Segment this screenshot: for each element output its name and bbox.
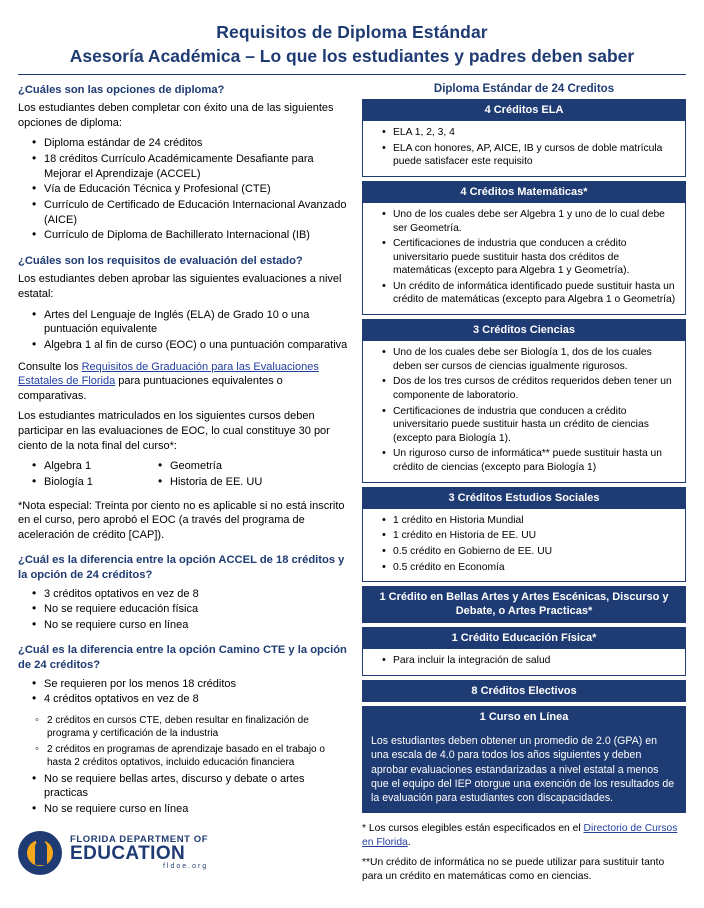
consult-text-post: para puntuaciones equivalentes o comparativas. <box>18 375 283 402</box>
list-item: • ELA con honores, AP, AICE, IB y cursos de doble matrícula puede satisfacer este requisito <box>383 142 679 169</box>
eoc-courses-col2 <box>144 459 330 490</box>
logo-line-2: EDUCATION <box>70 843 186 865</box>
list-item: • 18 créditos Currículo Académicamente Desafiante para Mejorar el Aprendizaje (ACCEL) <box>34 152 348 181</box>
list-item: • No se requiere curso en línea <box>34 802 348 817</box>
section-bar: 8 Créditos Electivos <box>362 680 686 702</box>
assessment-intro: Los estudiantes deben aprobar las siguientes evaluaciones a nivel estatal: <box>18 273 342 300</box>
list-item: • Uno de los cuales debe ser Biología 1, dos de los cuales deben ser cursos de ciencias igualmente rigurosos. <box>383 346 679 373</box>
section-bar: 1 Crédito en Bellas Artes y Artes Escénicas, Discurso y Debate, o Artes Practicas* <box>362 586 686 623</box>
list-item: • Algebra 1 al fin de curso (EOC) o una puntuación comparativa <box>34 338 348 353</box>
question-diploma-options: ¿Cuáles son las opciones de diploma? <box>18 83 225 96</box>
list-item: • 0.5 crédito en Gobierno de EE. UU <box>383 545 679 559</box>
list-item: • Uno de los cuales debe ser Algebra 1 y uno de lo cual debe ser Geometría. <box>383 208 679 235</box>
header-divider <box>18 74 686 75</box>
list-item: • 4 créditos optativos en vez de 8 <box>34 692 348 707</box>
cte-difference-list-after <box>18 772 348 817</box>
list-item: • Certificaciones de industria que conducen a crédito universitario puede sustituir hasta un crédito de ciencias (excepto para Biología 1). <box>383 405 679 446</box>
list-item: ◦ 2 créditos en cursos CTE, deben resultar en finalización de programa y certificación de la industria <box>36 714 348 740</box>
cte-subitems <box>18 714 348 769</box>
question-assessment-requirements: ¿Cuáles son los requisitos de evaluación del estado? <box>18 254 303 267</box>
eoc-courses <box>18 459 348 490</box>
section-bar: 4 Créditos ELA <box>362 99 686 121</box>
requirement-section-ela <box>362 99 686 177</box>
list-item: • Historia de EE. UU <box>160 475 330 490</box>
section-body <box>362 649 686 676</box>
list-item: • Currículo de Diploma de Bachillerato Internacional (IB) <box>34 228 348 243</box>
title-line-1: Requisitos de Diploma Estándar <box>216 22 488 42</box>
list-item: • Dos de los tres cursos de créditos requeridos deben tener un componente de laboratorio. <box>383 375 679 402</box>
list-item: • Para incluir la integración de salud <box>383 654 679 668</box>
list-item: • Algebra 1 <box>34 459 144 474</box>
list-item: • No se requiere educación física <box>34 602 348 617</box>
title-line-2: Asesoría Académica – Lo que los estudiantes y padres deben saber <box>69 45 635 66</box>
list-item: • Artes del Lenguaje de Inglés (ELA) de Grado 10 o una puntuación equivalente <box>34 308 348 337</box>
left-column <box>18 83 348 875</box>
list-item: • ELA 1, 2, 3, 4 <box>383 126 679 140</box>
page-title <box>18 22 686 68</box>
requirement-section-math <box>362 181 686 315</box>
accel-difference-list <box>18 587 348 633</box>
list-item: • No se requiere curso en línea <box>34 618 348 633</box>
question-accel-difference: ¿Cuál es la diferencia entre la opción ACCEL de 18 créditos y la opción de 24 créditos? <box>18 554 345 581</box>
section-body <box>362 341 686 482</box>
list-item: • Un riguroso curso de informática** puede sustituir hasta un crédito de ciencias (excepto para Biología 1) <box>383 447 679 474</box>
eoc-paragraph: Los estudiantes matriculados en los siguientes cursos deben participar en las evaluaciones de EOC, lo cual constituye 30 por ciento de la nota final del curso*: <box>18 410 330 452</box>
right-column <box>362 83 686 890</box>
eoc-courses-col1 <box>18 459 144 490</box>
requirement-section-online-course <box>362 706 686 813</box>
consult-text-pre: Consulte los <box>18 360 82 373</box>
logo-line-3: fldoe.org <box>162 863 209 871</box>
list-item: • Geometría <box>160 459 330 474</box>
diploma-options-intro: Los estudiantes deben completar con éxito una de las siguientes opciones de diploma: <box>18 102 334 129</box>
footnote-1 <box>362 822 686 850</box>
logo-text <box>70 835 208 871</box>
list-item: • Vía de Educación Técnica y Profesional (CTE) <box>34 182 348 197</box>
gpa-note: Los estudiantes deben obtener un promedio de 2.0 (GPA) en una escala de 4.0 para todos los años siguientes y deben aprobar evaluaciones estandarizadas a nivel estatal a menos que el equipo del IEP otorgue una exención de los resultados de la evaluación para estudiantes con discapacidades. <box>362 728 686 813</box>
section-bar: 1 Curso en Línea <box>362 706 686 728</box>
list-item: ◦ 2 créditos en programas de aprendizaje basado en el trabajo o hasta 2 créditos optativos, incluido educación financiera <box>36 743 348 769</box>
list-item: • 3 créditos optativos en vez de 8 <box>34 587 348 602</box>
section-bar: 1 Crédito Educación Física* <box>362 627 686 649</box>
sun-figure-icon <box>18 831 62 875</box>
right-column-heading: Diploma Estándar de 24 Creditos <box>433 82 615 95</box>
logo-line-1: FLORIDA DEPARTMENT OF <box>70 833 209 845</box>
special-note: *Nota especial: Treinta por ciento no es aplicable si no está inscrito en el curso, pero aprobó el EOC (a través del programa de aceleración de crédito [CAP]). <box>18 499 345 541</box>
list-item: • No se requiere bellas artes, discurso y debate o artes practicas <box>34 772 348 801</box>
list-item: • 0.5 crédito en Economía <box>383 561 679 575</box>
requirement-section-science <box>362 319 686 483</box>
section-bar: 3 Créditos Estudios Sociales <box>362 487 686 509</box>
list-item: • 1 crédito en Historia Mundial <box>383 514 679 528</box>
list-item: • 1 crédito en Historia de EE. UU <box>383 529 679 543</box>
footnote-1-pre: * Los cursos elegibles están especificados en el <box>362 823 584 835</box>
footnote-2: **Un crédito de informática no se puede utilizar para sustituir tanto para un crédito en matemáticas como en ciencias. <box>362 856 665 882</box>
section-body <box>362 121 686 177</box>
assessment-list <box>18 308 348 353</box>
section-body <box>362 203 686 315</box>
list-item: • Un crédito de informática identificado puede sustituir hasta un crédito de matemáticas (excepto para Algebra 1 o Geometría) <box>383 280 679 307</box>
question-cte-difference: ¿Cuál es la diferencia entre la opción Camino CTE y la opción de 24 créditos? <box>18 644 347 671</box>
requirement-section-pe <box>362 627 686 676</box>
content-columns <box>18 83 686 890</box>
footnote-1-post: . <box>407 837 411 848</box>
course-directory-link[interactable]: Directorio de Cursos en Florida <box>362 823 678 848</box>
fldoe-logo <box>18 831 348 875</box>
list-item: • Diploma estándar de 24 créditos <box>34 136 348 151</box>
list-item: • Currículo de Certificado de Educación Internacional Avanzado (AICE) <box>34 198 348 227</box>
graduation-requirements-link[interactable]: Requisitos de Graduación para las Evaluaciones Estatales de Florida <box>18 360 319 388</box>
list-item: • Certificaciones de industria que conducen a crédito universitario puede sustituir hasta dos créditos de matemáticas (excepto para Algebra 1 y Geometría). <box>383 237 679 278</box>
list-item: • Se requieren por los menos 18 créditos <box>34 677 348 692</box>
footnotes <box>362 822 686 884</box>
list-item: • Biología 1 <box>34 475 144 490</box>
requirement-section-fine-arts <box>362 586 686 623</box>
section-body <box>362 509 686 582</box>
section-bar: 4 Créditos Matemáticas* <box>362 181 686 203</box>
consult-paragraph <box>18 360 348 404</box>
section-bar: 3 Créditos Ciencias <box>362 319 686 341</box>
cte-difference-list <box>18 677 348 707</box>
requirement-section-electives <box>362 680 686 702</box>
diploma-options-list <box>18 136 348 242</box>
requirement-section-social-studies <box>362 487 686 583</box>
